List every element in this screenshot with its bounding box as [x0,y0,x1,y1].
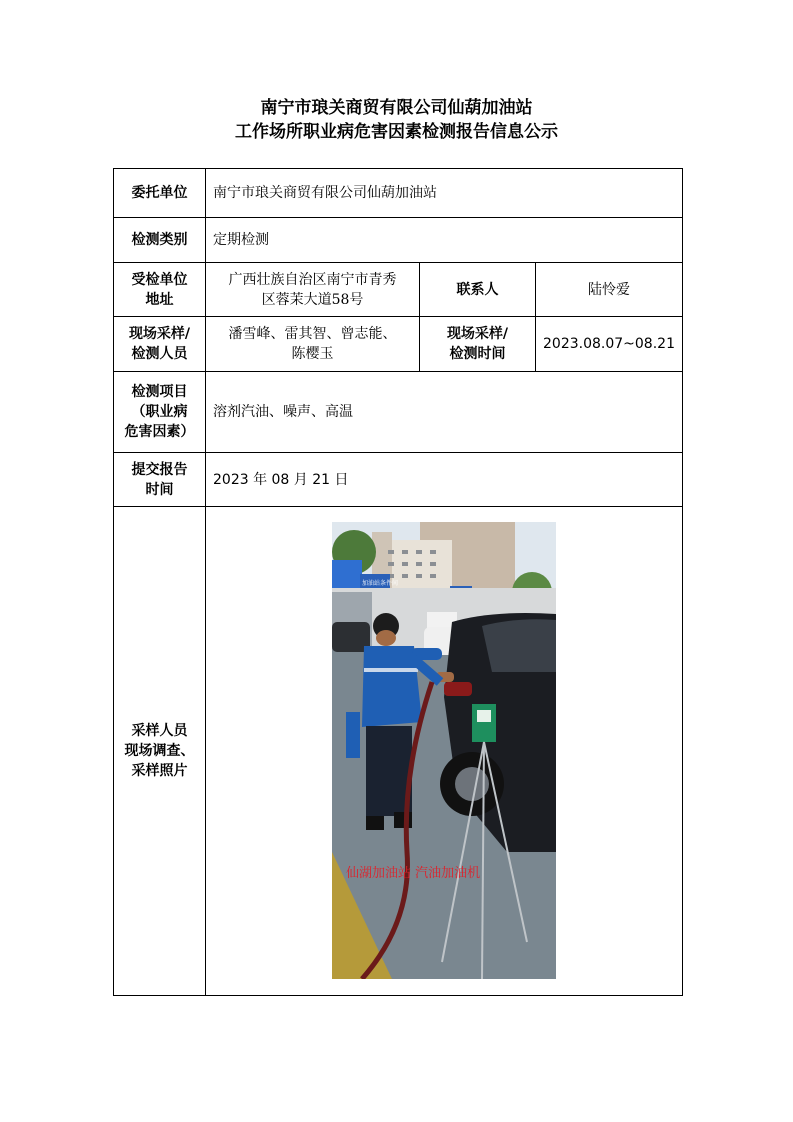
photo-label-line3: 采样照片 [131,763,188,779]
row-client [114,169,683,218]
staff-label-line2: 检测人员 [131,346,188,362]
staff-label-line1: 现场采样/ [128,326,191,342]
items-label-line2: （职业病 [131,404,188,420]
address-label [114,263,206,317]
staff-value-line1: 潘雪峰、雷其智、曾志能、 [228,326,397,342]
time-value: 2023.08.07~08.21 [536,317,683,372]
title-line-2: 工作场所职业病危害因素检测报告信息公示 [235,122,558,142]
submit-value: 2023 年 08 月 21 日 [206,453,683,507]
client-value: 南宁市琅关商贸有限公司仙葫加油站 [206,169,683,218]
photo-label [114,507,206,996]
site-photo-illustration [332,522,556,979]
items-label [114,372,206,453]
photo-label-line2: 现场调查、 [124,743,195,759]
client-label: 委托单位 [114,169,206,218]
site-photo [332,522,556,979]
staff-label [114,317,206,372]
address-value-line1: 广西壮族自治区南宁市青秀 [228,271,397,288]
row-items [114,372,683,453]
items-value: 溶剂汽油、噪声、高温 [206,372,683,453]
row-photo [114,507,683,996]
row-submit [114,453,683,507]
submit-label-line1: 提交报告 [131,461,188,478]
row-type [114,218,683,263]
items-label-line3: 危害因素） [124,424,195,440]
row-staff [114,317,683,372]
photo-label-line1: 采样人员 [131,723,188,739]
address-label-line1: 受检单位 [131,271,188,288]
address-value [206,263,420,317]
staff-value [206,317,420,372]
title-line-1: 南宁市琅关商贸有限公司仙葫加油站 [260,98,533,118]
time-label-line2: 检测时间 [449,346,506,362]
staff-value-line2: 陈樱玉 [291,346,334,362]
address-value-line2: 区蓉茉大道58号 [261,291,364,308]
submit-label [114,453,206,507]
info-table [113,168,683,996]
station-sign-1: 加油站条件间 [362,579,399,587]
photo-cell [206,507,683,996]
time-label [420,317,536,372]
address-label-line2: 地址 [145,291,174,308]
contact-label: 联系人 [420,263,536,317]
type-label: 检测类别 [114,218,206,263]
photo-caption: 仙湖加油站 汽油加油机 [346,865,481,881]
time-label-line1: 现场采样/ [446,326,509,342]
type-value: 定期检测 [206,218,683,263]
submit-label-line2: 时间 [145,481,174,498]
items-label-line1: 检测项目 [131,384,188,400]
contact-value: 陆怜爱 [536,263,683,317]
row-address [114,263,683,317]
